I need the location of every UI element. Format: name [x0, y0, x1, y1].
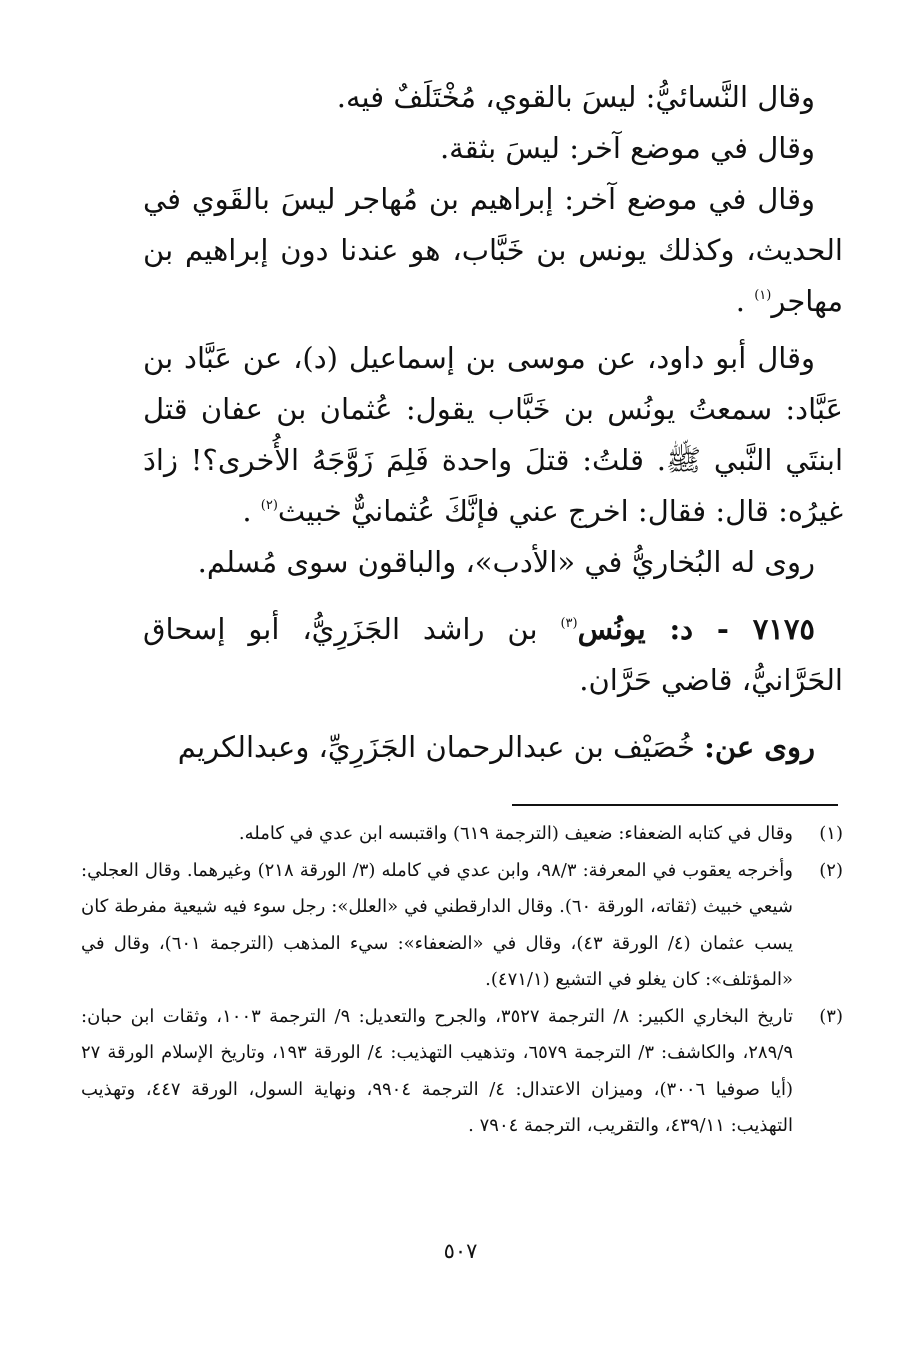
main-text [143, 72, 843, 773]
paragraph-other-place-1: وقال في موضع آخر: ليسَ بثقة. [439, 131, 815, 165]
paragraph-other-place-2 [143, 174, 843, 327]
rawa-text: خُصَيْف بن عبدالرحمان الجَزَرِيِّ، وعبدالكريم [177, 730, 695, 764]
page-number: ٥٠٧ [443, 1239, 478, 1263]
entry-heading [143, 604, 843, 706]
footnote-number: (٢) [819, 859, 843, 881]
footnote-1 [81, 816, 843, 853]
period: . [735, 284, 745, 318]
footnote-2 [81, 853, 843, 999]
period: . [242, 494, 252, 528]
paragraph-text: وقال أبو داود، عن موسى بن إسماعيل (د)، عن عَبَّاد بن عَبَّاد: سمعتُ يونُس بن خَبَّاب يقول: عُثمان بن عفان قتل ابنتَي النَّبي ﷺ. قلتُ: قتلَ واحدة فَلِمَ زَوَّجَهُ الأُخرى؟! زادَ غيرُه: قال: فقال: اخرج عني فإنَّكَ عُثمانيٌّ خبيث [143, 341, 843, 528]
entry-number: ٧١٧٥ - د: يونُس [577, 612, 815, 646]
paragraph-abu-dawud [143, 333, 843, 537]
rawa-label: روى عن: [704, 730, 815, 764]
paragraph-text: وقال في موضع آخر: إبراهيم بن مُهاجر ليسَ بالقَوي في الحديث، وكذلك يونس بن خَبَّاب، هو عندنا دون إبراهيم بن مهاجر [143, 182, 843, 318]
footnote-text: وقال في كتابه الضعفاء: ضعيف (الترجمة ٦١٩) واقتبسه ابن عدي في كامله. [238, 823, 793, 844]
paragraph-rawa-lahu: روى له البُخاريُّ في «الأدب»، والباقون سوى مُسلم. [197, 545, 815, 579]
footnote-text: وأخرجه يعقوب في المعرفة: ٩٨/٣، وابن عدي في كامله (٣/ الورقة ٢١٨) وغيرهما. وقال العجلي: شيعي خبيث (ثقاته، الورقة ٦٠). وقال الدارقطني في «العلل»: رجل سوء فيه شيعية مفرطة كان يسب عثمان (٤/ الورقة ٤٣)، وقال في «الضعفاء»: سيء المذهب (الترجمة ٦٠١)، وقال في «المؤتلف»: كان يغلو في التشيع (٤٧١/١). [81, 859, 794, 990]
footnote-ref-1[interactable]: (١) [754, 288, 772, 303]
footnote-3 [81, 999, 843, 1145]
paragraph-nasai: وقال النَّسائيُّ: ليسَ بالقوي، مُخْتَلَفٌ فيه. [336, 80, 815, 114]
footnotes [81, 816, 843, 1145]
footnote-ref-2[interactable]: (٢) [260, 498, 278, 513]
footnote-text: تاريخ البخاري الكبير: ٨/ الترجمة ٣٥٢٧، والجرح والتعديل: ٩/ الترجمة ١٠٠٣، وثقات ابن حبان: ٢٨٩/٩، والكاشف: ٣/ الترجمة ٦٥٧٩، وتذهيب التهذيب: ٤/ الورقة ١٩٣، وتاريخ الإسلام الورقة ٢٧ (أيا صوفيا ٣٠٠٦)، وميزان الاعتدال: ٤/ الترجمة ٩٩٠٤، ونهاية السول، الورقة ٤٤٧، وتهذيب التهذيب: ٤٣٩/١١، والتقريب، الترجمة ٧٩٠٤ . [81, 1005, 794, 1136]
footnote-ref-3[interactable]: (٣) [560, 616, 578, 631]
entry-name: بن راشد الجَزَرِيُّ، أبو إسحاق الحَرَّانيُّ، قاضي حَرَّان. [143, 612, 843, 697]
paragraph-rawa-an [143, 722, 843, 773]
footnote-number: (١) [819, 823, 843, 844]
footnote-separator [512, 804, 838, 806]
footnote-number: (٣) [819, 1005, 843, 1027]
